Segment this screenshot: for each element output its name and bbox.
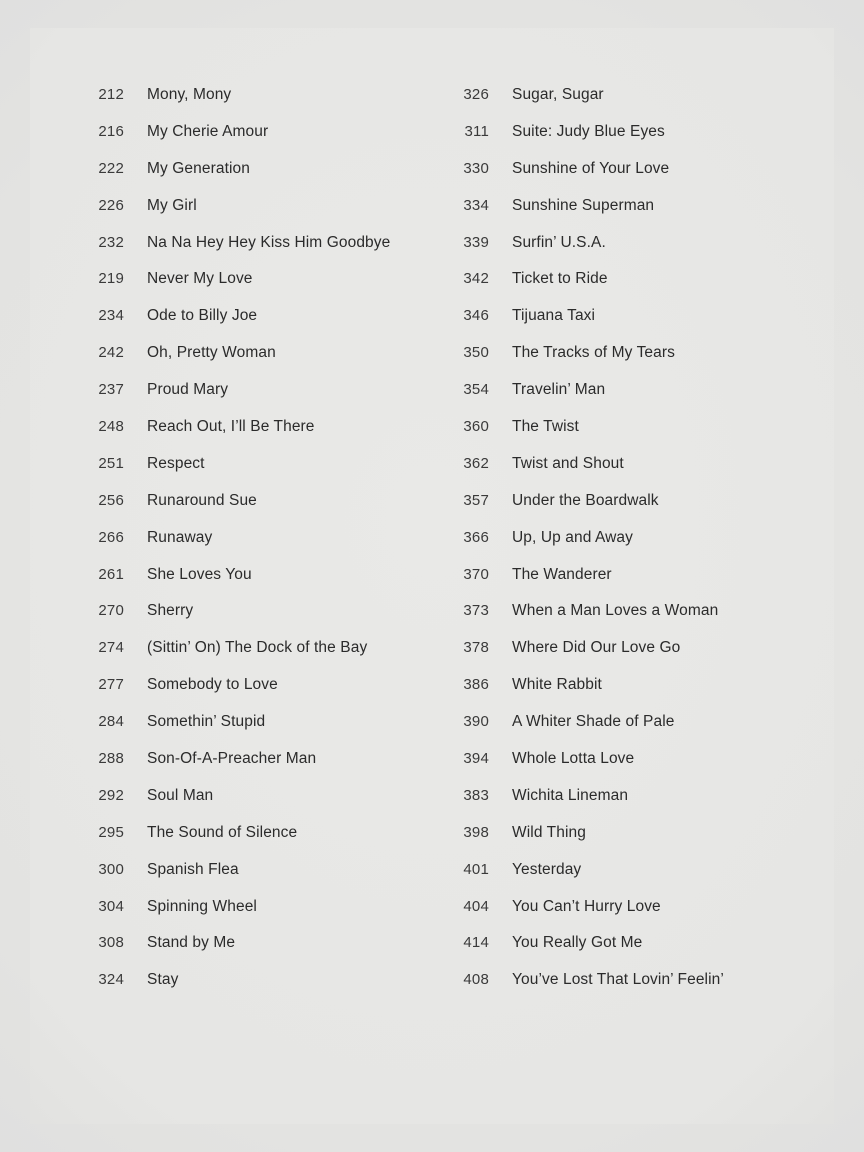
page-number: 334 [463,196,489,214]
entry-title: Never My Love [147,270,253,288]
page-number: 330 [463,159,489,177]
entry-title: Spanish Flea [147,860,239,878]
list-item [445,566,790,603]
entry-title: Son-Of-A-Preacher Man [147,750,317,768]
page-number: 212 [98,86,124,103]
page-number: 237 [98,381,124,399]
page-number: 362 [463,454,489,472]
page-number: 354 [463,381,489,399]
list-item [80,529,425,566]
page-number: 295 [98,823,124,841]
list-item [445,344,790,381]
list-item [445,529,790,566]
entry-title: Oh, Pretty Woman [147,344,276,362]
page-number: 350 [463,344,489,362]
page-number: 408 [463,971,489,989]
entry-title: Soul Man [147,786,214,804]
entry-title: Respect [147,454,205,472]
entry-title: A Whiter Shade of Pale [512,713,675,731]
entry-title: Sugar, Sugar [512,86,604,103]
list-item [80,971,425,1008]
page-number: 248 [98,418,124,436]
page-number: 288 [98,750,124,768]
entry-title: Whole Lotta Love [512,750,635,768]
page-number: 324 [98,971,124,989]
page-number: 404 [463,897,489,915]
list-item [445,270,790,307]
entry-title: You Can’t Hurry Love [512,897,661,915]
list-item [445,639,790,676]
entry-title: When a Man Loves a Woman [512,602,719,620]
page-number: 234 [98,307,124,325]
page-number: 326 [463,86,489,103]
list-item [80,160,425,197]
list-item [80,234,425,271]
list-item [80,123,425,160]
entry-title: Mony, Mony [147,86,232,103]
list-item [445,824,790,861]
entry-title: Somebody to Love [147,676,278,694]
list-item [80,898,425,935]
page-number: 360 [463,418,489,436]
entry-title: The Sound of Silence [147,823,298,841]
entry-title: Runaround Sue [147,491,257,509]
page-number: 304 [98,897,124,915]
entry-title: Somethin’ Stupid [147,713,266,731]
page-number: 346 [463,307,489,325]
list-item [80,344,425,381]
page-number: 219 [98,270,124,288]
entry-title: The Tracks of My Tears [512,344,675,362]
entry-title: Tijuana Taxi [512,307,596,325]
list-item [80,86,425,123]
entry-title: Ticket to Ride [512,270,608,288]
page-number: 266 [98,528,124,546]
entry-title: She Loves You [147,565,252,583]
page-number: 390 [463,713,489,731]
entry-title: Surfin’ U.S.A. [512,233,606,251]
list-item [445,86,790,123]
list-item [445,713,790,750]
page-number: 401 [463,860,489,878]
page-number: 274 [98,639,124,657]
entry-title: Twist and Shout [512,454,624,472]
list-item [80,381,425,418]
entry-title: You Really Got Me [512,934,643,952]
list-item [80,492,425,529]
page-number: 270 [98,602,124,620]
list-item [445,934,790,971]
list-item [80,713,425,750]
page-number: 398 [463,823,489,841]
list-item [445,492,790,529]
list-item [445,898,790,935]
list-item [80,787,425,824]
entry-title: Yesterday [512,860,582,878]
page-number: 414 [463,934,489,952]
list-item [445,676,790,713]
page-number: 357 [463,491,489,509]
list-item [445,602,790,639]
entry-title: Na Na Hey Hey Kiss Him Goodbye [147,233,391,251]
list-item [80,934,425,971]
page-number: 300 [98,860,124,878]
entry-title: Sherry [147,602,194,620]
entry-title: You’ve Lost That Lovin’ Feelin’ [512,971,724,989]
page-number: 251 [98,454,124,472]
list-item [80,676,425,713]
page-number: 277 [98,676,124,694]
page-number: 284 [98,713,124,731]
index-column-right [445,86,790,1008]
list-item [445,455,790,492]
list-item [80,750,425,787]
page-number: 242 [98,344,124,362]
list-item [80,639,425,676]
page-number: 261 [98,565,124,583]
list-item [445,160,790,197]
entry-title: Proud Mary [147,381,229,399]
list-item [445,418,790,455]
list-item [80,566,425,603]
entry-title: Under the Boardwalk [512,491,659,509]
entry-title: Sunshine of Your Love [512,159,670,177]
list-item [80,307,425,344]
page-number: 394 [463,750,489,768]
page-number: 232 [98,233,124,251]
list-item [445,787,790,824]
entry-title: Stand by Me [147,934,236,952]
entry-title: White Rabbit [512,676,602,694]
entry-title: Reach Out, I’ll Be There [147,418,315,436]
entry-title: Wild Thing [512,823,586,841]
list-item [80,824,425,861]
list-item [445,750,790,787]
entry-title: Stay [147,971,179,989]
document-page [30,28,834,1124]
entry-title: Where Did Our Love Go [512,639,681,657]
list-item [445,307,790,344]
list-item [80,418,425,455]
entry-title: The Twist [512,418,579,436]
page-number: 311 [464,122,489,140]
entry-title: (Sittin’ On) The Dock of the Bay [147,639,368,657]
list-item [80,455,425,492]
list-item [80,602,425,639]
page-number: 222 [98,159,124,177]
page-number: 339 [463,233,489,251]
index-columns [30,86,834,1008]
page-number: 373 [463,602,489,620]
page-number: 383 [463,786,489,804]
entry-title: My Girl [147,196,197,214]
page-number: 216 [98,122,124,140]
page-number: 378 [463,639,489,657]
list-item [80,861,425,898]
page-number: 308 [98,934,124,952]
entry-title: Spinning Wheel [147,897,257,915]
page-number: 226 [98,196,124,214]
entry-title: My Cherie Amour [147,122,269,140]
entry-title: Travelin’ Man [512,381,606,399]
list-item [445,123,790,160]
entry-title: Wichita Lineman [512,786,629,804]
entry-title: Suite: Judy Blue Eyes [512,122,665,140]
entry-title: Sunshine Superman [512,196,655,214]
page-number: 342 [463,270,489,288]
page-number: 366 [463,528,489,546]
entry-title: The Wanderer [512,565,612,583]
page-number: 292 [98,786,124,804]
list-item [445,234,790,271]
page-number: 386 [463,676,489,694]
entry-title: Up, Up and Away [512,528,633,546]
list-item [80,197,425,234]
list-item [80,270,425,307]
entry-title: Runaway [147,528,213,546]
list-item [445,381,790,418]
list-item [445,197,790,234]
entry-title: Ode to Billy Joe [147,307,258,325]
list-item [445,861,790,898]
list-item [445,971,790,1008]
entry-title: My Generation [147,159,250,177]
index-column-left [80,86,425,1008]
page-number: 256 [98,491,124,509]
page-number: 370 [463,565,489,583]
